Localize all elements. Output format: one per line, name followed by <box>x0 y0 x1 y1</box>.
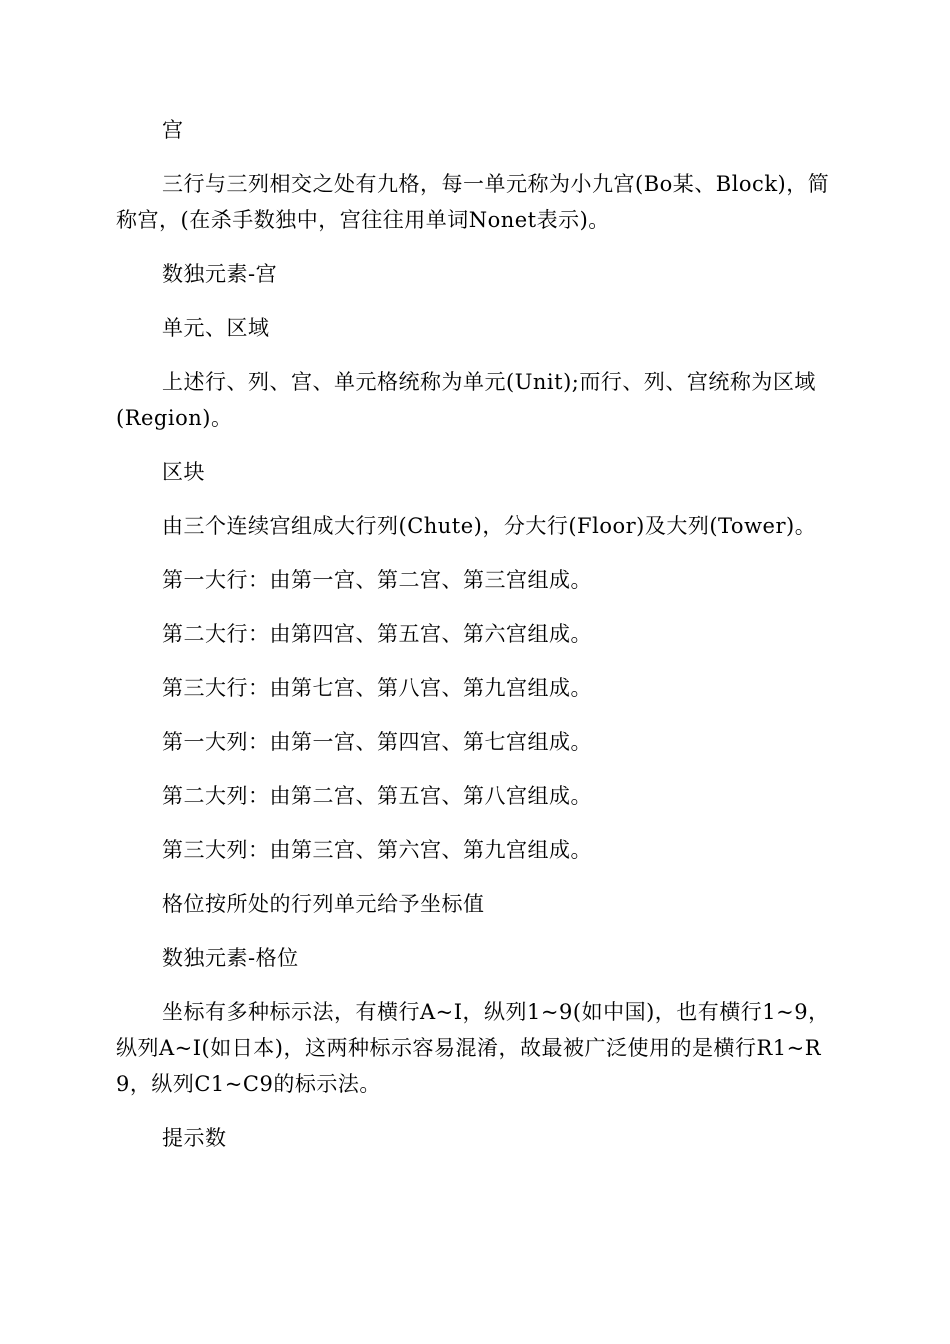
heading-chute: 区块 <box>162 460 205 484</box>
paragraph-coordinate-notation: 坐标有多种标示法，有横行A~I，纵列1~9(如中国)，也有横行1~9，纵列A~I(如日本)，这两种标示容易混淆，故最被广泛使用的是横行R1~R9，纵列C1~C9的标示法。 <box>116 1000 830 1096</box>
heading-givens: 提示数 <box>162 1126 227 1150</box>
paragraph-chute-definition: 由三个连续宫组成大行列(Chute)，分大行(Floor)及大列(Tower)。 <box>162 514 817 538</box>
list-item-floor-3: 第三大行：由第七宫、第八宫、第九宫组成。 <box>162 676 592 700</box>
heading-gong: 宫 <box>162 118 184 142</box>
heading-sudoku-element-cell: 数独元素-格位 <box>162 946 299 970</box>
list-item-tower-3: 第三大列：由第三宫、第六宫、第九宫组成。 <box>162 838 592 862</box>
paragraph-cell-coordinates: 格位按所处的行列单元给予坐标值 <box>162 892 485 916</box>
paragraph-unit-region-definition: 上述行、列、宫、单元格统称为单元(Unit);而行、列、宫统称为区域(Region)。 <box>116 370 816 430</box>
heading-unit-region: 单元、区域 <box>162 316 270 340</box>
heading-sudoku-element-gong: 数独元素-宫 <box>162 262 278 286</box>
list-item-tower-1: 第一大列：由第一宫、第四宫、第七宫组成。 <box>162 730 592 754</box>
list-item-tower-2: 第二大列：由第二宫、第五宫、第八宫组成。 <box>162 784 592 808</box>
list-item-floor-2: 第二大行：由第四宫、第五宫、第六宫组成。 <box>162 622 592 646</box>
paragraph-block-definition: 三行与三列相交之处有九格，每一单元称为小九宫(Bo某、Block)，简称宫，(在杀手数独中，宫往往用单词Nonet表示)。 <box>116 172 830 232</box>
list-item-floor-1: 第一大行：由第一宫、第二宫、第三宫组成。 <box>162 568 592 592</box>
